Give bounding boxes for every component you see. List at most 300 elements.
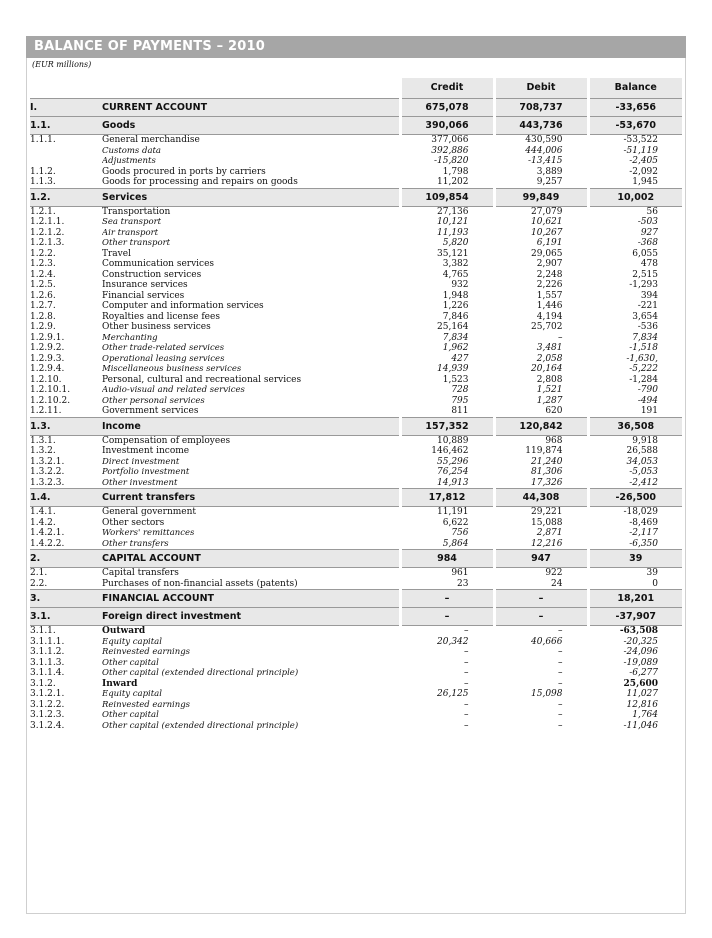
row-code: 1.2.10.1.	[30, 385, 71, 395]
table-row	[30, 435, 682, 446]
row-code: 2.1.	[30, 568, 48, 578]
row-credit: –	[400, 658, 494, 669]
row-credit: 932	[400, 280, 494, 291]
table-row	[30, 668, 682, 679]
row-code: 1.2.4.	[30, 269, 56, 280]
row-balance: -20,325	[588, 637, 682, 648]
row-credit: 961	[400, 568, 494, 579]
row-label: Other capital	[102, 710, 159, 720]
table-row	[30, 700, 682, 711]
row-balance: 3,654	[588, 312, 682, 323]
row-label: Other capital	[102, 657, 159, 668]
row-balance: -33,656	[588, 99, 682, 117]
row-debit: –	[494, 626, 588, 637]
row-code	[30, 146, 102, 157]
row-debit: 99,849	[494, 188, 588, 206]
row-label: Financial services	[102, 290, 185, 301]
row-code: 2.	[30, 550, 102, 568]
row-credit: 25,164	[400, 322, 494, 333]
header-debit: Debit	[494, 78, 588, 99]
table-row	[30, 457, 682, 468]
row-balance: 191	[588, 406, 682, 417]
row-debit: 17,326	[494, 478, 588, 489]
row-balance: -2,412	[588, 478, 682, 489]
row-debit: 2,226	[494, 280, 588, 291]
table-row	[30, 658, 682, 669]
row-credit: –	[400, 608, 494, 626]
row-debit: 3,481	[494, 343, 588, 354]
row-debit: 444,006	[494, 146, 588, 157]
table-row	[30, 291, 682, 302]
row-code: 1.2.9.3.	[30, 353, 65, 364]
row-label: Other capital (extended directional principle)	[102, 720, 299, 731]
row-balance: 12,816	[588, 700, 682, 711]
row-credit: 23	[400, 579, 494, 590]
row-debit: 4,194	[494, 312, 588, 323]
row-code: 1.2.10.	[30, 374, 62, 385]
row-balance: -11,046	[588, 721, 682, 732]
row-credit: 5,864	[400, 539, 494, 550]
row-label: Capital transfers	[102, 568, 179, 578]
row-credit: 392,886	[400, 146, 494, 157]
row-code: 3.1.2.	[30, 678, 56, 689]
row-debit: –	[494, 710, 588, 721]
row-debit: 15,088	[494, 518, 588, 529]
row-code: 1.2.1.	[30, 206, 56, 217]
row-debit: 443,736	[494, 117, 588, 135]
row-balance: -19,089	[588, 658, 682, 669]
row-code: 1.1.1.	[30, 135, 56, 145]
table-row	[30, 301, 682, 312]
table-row	[30, 568, 682, 579]
row-code: 1.3.1.	[30, 435, 56, 446]
row-balance: -26,500	[588, 489, 682, 507]
row-debit: 2,248	[494, 270, 588, 281]
row-label: Other investment	[102, 477, 178, 488]
row-credit: –	[400, 679, 494, 690]
row-code: 2.2.	[30, 578, 48, 589]
row-debit: 2,058	[494, 354, 588, 365]
row-debit: 24	[494, 579, 588, 590]
row-debit: 15,098	[494, 689, 588, 700]
row-code: 1.1.3.	[30, 177, 56, 187]
row-debit: 2,871	[494, 528, 588, 539]
row-balance: 394	[588, 291, 682, 302]
row-balance: 6,055	[588, 249, 682, 260]
row-balance: -5,222	[588, 364, 682, 375]
row-debit: –	[494, 333, 588, 344]
row-credit: –	[400, 668, 494, 679]
row-code: 3.	[30, 590, 102, 608]
section-row	[30, 608, 682, 626]
row-credit: 17,812	[400, 489, 494, 507]
section-row	[30, 188, 682, 206]
row-debit: 3,889	[494, 167, 588, 178]
table-row	[30, 238, 682, 249]
table-row	[30, 206, 682, 217]
row-label: Goods procured in ports by carriers	[102, 166, 266, 177]
row-debit: 120,842	[494, 417, 588, 435]
table-row	[30, 228, 682, 239]
row-label: Insurance services	[102, 280, 188, 290]
row-debit: 40,666	[494, 637, 588, 648]
row-debit: 9,257	[494, 177, 588, 188]
row-debit: –	[494, 721, 588, 732]
row-label: Current transfers	[102, 489, 400, 507]
table-row	[30, 689, 682, 700]
row-code: 3.1.2.4.	[30, 720, 65, 731]
row-debit: 119,874	[494, 446, 588, 457]
row-code: 1.2.9.4.	[30, 364, 65, 374]
row-label: Reinvested earnings	[102, 699, 191, 710]
row-balance: -503	[588, 217, 682, 228]
row-debit: –	[494, 658, 588, 669]
row-balance: 36,508	[588, 417, 682, 435]
row-balance: 25,600	[588, 679, 682, 690]
row-balance: -1,518	[588, 343, 682, 354]
row-credit: 795	[400, 396, 494, 407]
table-row	[30, 539, 682, 550]
row-balance: -53,670	[588, 117, 682, 135]
row-code: 1.4.1.	[30, 507, 56, 517]
row-credit: 7,846	[400, 312, 494, 323]
row-debit: 708,737	[494, 99, 588, 117]
section-row	[30, 417, 682, 435]
row-credit: 11,193	[400, 228, 494, 239]
row-credit: 811	[400, 406, 494, 417]
row-code: 1.3.2.3.	[30, 477, 65, 488]
row-balance: -494	[588, 396, 682, 407]
row-label: Other trade-related services	[102, 343, 225, 353]
row-debit: 20,164	[494, 364, 588, 375]
row-label: Inward	[102, 678, 138, 689]
row-balance: 26,588	[588, 446, 682, 457]
row-balance: 478	[588, 259, 682, 270]
row-label: Goods	[102, 117, 400, 135]
table-row	[30, 710, 682, 721]
row-label: Compensation of employees	[102, 435, 231, 446]
row-debit: –	[494, 647, 588, 658]
row-code: 1.1.	[30, 117, 102, 135]
row-code: 1.2.9.1.	[30, 332, 65, 343]
row-balance: 9,918	[588, 435, 682, 446]
row-balance: -18,029	[588, 507, 682, 518]
row-debit: 44,308	[494, 489, 588, 507]
row-balance: -2,092	[588, 167, 682, 178]
section-row	[30, 550, 682, 568]
row-credit: 55,296	[400, 457, 494, 468]
row-code: 1.2.1.2.	[30, 227, 65, 238]
row-debit: 1,557	[494, 291, 588, 302]
row-code: 3.1.1.2.	[30, 647, 65, 657]
row-credit: 1,948	[400, 291, 494, 302]
row-label: Travel	[102, 248, 131, 259]
table-row	[30, 146, 682, 157]
row-balance: 10,002	[588, 188, 682, 206]
row-code: 1.2.3.	[30, 259, 56, 269]
row-debit: 620	[494, 406, 588, 417]
row-balance: 7,834	[588, 333, 682, 344]
table-row	[30, 135, 682, 146]
table-row	[30, 637, 682, 648]
row-balance: 927	[588, 228, 682, 239]
row-debit: 968	[494, 435, 588, 446]
row-credit: –	[400, 710, 494, 721]
row-label: Sea transport	[102, 217, 162, 227]
row-code: 3.1.1.	[30, 626, 56, 636]
row-credit: 10,121	[400, 217, 494, 228]
row-debit: –	[494, 700, 588, 711]
row-balance: 39	[588, 550, 682, 568]
table-row	[30, 406, 682, 417]
row-code: 1.4.2.2.	[30, 538, 65, 549]
row-debit: 2,808	[494, 375, 588, 386]
table-row	[30, 364, 682, 375]
row-credit: –	[400, 590, 494, 608]
row-label: Miscellaneous business services	[102, 364, 242, 374]
row-label: Portfolio investment	[102, 467, 190, 477]
row-debit: 12,216	[494, 539, 588, 550]
row-label: Equity capital	[102, 636, 162, 647]
row-debit: 6,191	[494, 238, 588, 249]
row-balance: 2,515	[588, 270, 682, 281]
row-label: Workers' remittances	[102, 528, 195, 538]
table-row	[30, 156, 682, 167]
row-credit: 427	[400, 354, 494, 365]
balance-of-payments-table	[30, 78, 682, 731]
row-credit: 20,342	[400, 637, 494, 648]
row-debit: 27,079	[494, 206, 588, 217]
row-credit: 675,078	[400, 99, 494, 117]
row-code: 1.2.11.	[30, 406, 62, 416]
row-balance: -2,405	[588, 156, 682, 167]
row-credit: –	[400, 626, 494, 637]
table-row	[30, 280, 682, 291]
row-code: 1.2.1.1.	[30, 217, 65, 227]
row-debit: 29,221	[494, 507, 588, 518]
row-balance: -1,284	[588, 375, 682, 386]
table-row	[30, 385, 682, 396]
row-debit: 1,521	[494, 385, 588, 396]
table-row	[30, 507, 682, 518]
table-row	[30, 270, 682, 281]
row-label: Customs data	[102, 145, 161, 156]
row-debit: 2,907	[494, 259, 588, 270]
row-label: Audio-visual and related services	[102, 385, 245, 395]
table-row	[30, 375, 682, 386]
row-balance: 56	[588, 206, 682, 217]
row-debit: –	[494, 679, 588, 690]
row-label: Other transport	[102, 238, 171, 248]
row-label: Royalties and license fees	[102, 311, 220, 322]
table-row	[30, 396, 682, 407]
row-debit: 10,267	[494, 228, 588, 239]
row-credit: –	[400, 721, 494, 732]
header-row	[30, 78, 682, 99]
row-balance: -368	[588, 238, 682, 249]
row-credit: 5,820	[400, 238, 494, 249]
table-row	[30, 249, 682, 260]
row-credit: 390,066	[400, 117, 494, 135]
row-label: Other business services	[102, 322, 211, 332]
row-code: 1.4.2.1.	[30, 528, 65, 538]
row-label: Other transfers	[102, 538, 169, 549]
table-row	[30, 217, 682, 228]
header-credit: Credit	[400, 78, 494, 99]
row-credit: 728	[400, 385, 494, 396]
row-credit: 76,254	[400, 467, 494, 478]
row-label: Operational leasing services	[102, 353, 225, 364]
row-code: 1.4.2.	[30, 517, 56, 528]
table-row	[30, 721, 682, 732]
row-balance: 18,201	[588, 590, 682, 608]
row-label: Computer and information services	[102, 301, 264, 311]
header-balance: Balance	[588, 78, 682, 99]
row-label: Other sectors	[102, 517, 165, 528]
table-row	[30, 177, 682, 188]
row-balance: 34,053	[588, 457, 682, 468]
row-label: CAPITAL ACCOUNT	[102, 550, 400, 568]
table-row	[30, 333, 682, 344]
row-label: Construction services	[102, 269, 202, 280]
row-code: I.	[30, 99, 102, 117]
row-debit: -13,415	[494, 156, 588, 167]
row-credit: 27,136	[400, 206, 494, 217]
row-code: 1.2.1.3.	[30, 238, 65, 248]
row-balance: -6,350	[588, 539, 682, 550]
row-credit: 6,622	[400, 518, 494, 529]
row-credit: 14,939	[400, 364, 494, 375]
row-label: Purchases of non-financial assets (patents)	[102, 578, 298, 589]
row-code: 1.1.2.	[30, 166, 56, 177]
row-label: FINANCIAL ACCOUNT	[102, 590, 400, 608]
row-credit: 26,125	[400, 689, 494, 700]
row-balance: -37,907	[588, 608, 682, 626]
row-code: 3.1.1.4.	[30, 668, 65, 678]
row-balance: -536	[588, 322, 682, 333]
row-credit: 1,226	[400, 301, 494, 312]
table-row	[30, 322, 682, 333]
row-debit: 10,621	[494, 217, 588, 228]
section-row	[30, 99, 682, 117]
row-label: Other personal services	[102, 395, 205, 406]
table-row	[30, 679, 682, 690]
row-debit: 947	[494, 550, 588, 568]
row-code: 3.1.2.2.	[30, 699, 65, 710]
row-balance: 1,764	[588, 710, 682, 721]
row-balance: 1,945	[588, 177, 682, 188]
row-label: Direct investment	[102, 456, 180, 467]
table-row	[30, 446, 682, 457]
row-label: Reinvested earnings	[102, 647, 191, 657]
row-code: 3.1.1.3.	[30, 657, 65, 668]
row-code: 3.1.2.1.	[30, 689, 65, 699]
row-code: 1.2.2.	[30, 248, 56, 259]
row-debit: 81,306	[494, 467, 588, 478]
row-code: 3.1.2.3.	[30, 710, 65, 720]
row-balance: 39	[588, 568, 682, 579]
row-debit: –	[494, 668, 588, 679]
row-label: Air transport	[102, 227, 159, 238]
row-credit: –	[400, 700, 494, 711]
row-credit: 377,066	[400, 135, 494, 146]
row-debit: –	[494, 608, 588, 626]
row-code: 1.2.5.	[30, 280, 56, 290]
row-code: 1.3.2.1.	[30, 456, 65, 467]
row-balance: -53,522	[588, 135, 682, 146]
row-balance: -790	[588, 385, 682, 396]
row-balance: 0	[588, 579, 682, 590]
row-balance: -1,630,	[588, 354, 682, 365]
row-balance: -24,096	[588, 647, 682, 658]
table-row	[30, 518, 682, 529]
row-debit: 430,590	[494, 135, 588, 146]
table-row	[30, 647, 682, 658]
row-credit: 10,889	[400, 435, 494, 446]
table-row	[30, 167, 682, 178]
row-debit: 922	[494, 568, 588, 579]
row-code: 1.3.2.	[30, 446, 56, 456]
row-credit: 146,462	[400, 446, 494, 457]
row-debit: 25,702	[494, 322, 588, 333]
row-credit: 157,352	[400, 417, 494, 435]
table-row	[30, 467, 682, 478]
row-code: 1.3.2.2.	[30, 467, 65, 477]
row-code: 3.1.1.1.	[30, 636, 65, 647]
row-label: Services	[102, 188, 400, 206]
row-balance: -1,293	[588, 280, 682, 291]
row-credit: 35,121	[400, 249, 494, 260]
row-code: 1.2.6.	[30, 290, 56, 301]
row-balance: -5,053	[588, 467, 682, 478]
row-balance: -63,508	[588, 626, 682, 637]
row-debit: 21,240	[494, 457, 588, 468]
row-credit: 14,913	[400, 478, 494, 489]
row-code: 3.1.	[30, 608, 102, 626]
row-label: General merchandise	[102, 135, 200, 145]
row-label: CURRENT ACCOUNT	[102, 99, 400, 117]
row-label: Income	[102, 417, 400, 435]
row-credit: 756	[400, 528, 494, 539]
row-label: Adjustments	[102, 156, 156, 166]
row-label: Personal, cultural and recreational services	[102, 374, 302, 385]
header-code	[30, 78, 102, 99]
row-label: Government services	[102, 406, 199, 416]
row-code: 1.2.9.2.	[30, 343, 65, 353]
row-label: Communication services	[102, 259, 215, 269]
row-debit: 1,446	[494, 301, 588, 312]
row-label: Foreign direct investment	[102, 608, 400, 626]
page-title: BALANCE OF PAYMENTS – 2010	[26, 36, 686, 58]
row-credit: 11,202	[400, 177, 494, 188]
unit-note: (EUR millions)	[32, 60, 92, 69]
row-credit: 1,798	[400, 167, 494, 178]
table-row	[30, 528, 682, 539]
row-balance: -221	[588, 301, 682, 312]
row-credit: –	[400, 647, 494, 658]
row-code	[30, 156, 102, 167]
section-row	[30, 489, 682, 507]
row-label: General government	[102, 507, 197, 517]
row-credit: 1,962	[400, 343, 494, 354]
table-row	[30, 478, 682, 489]
section-row	[30, 117, 682, 135]
table-row	[30, 626, 682, 637]
row-label: Outward	[102, 626, 146, 636]
row-credit: 1,523	[400, 375, 494, 386]
table-row	[30, 343, 682, 354]
row-label: Goods for processing and repairs on goods	[102, 177, 298, 187]
